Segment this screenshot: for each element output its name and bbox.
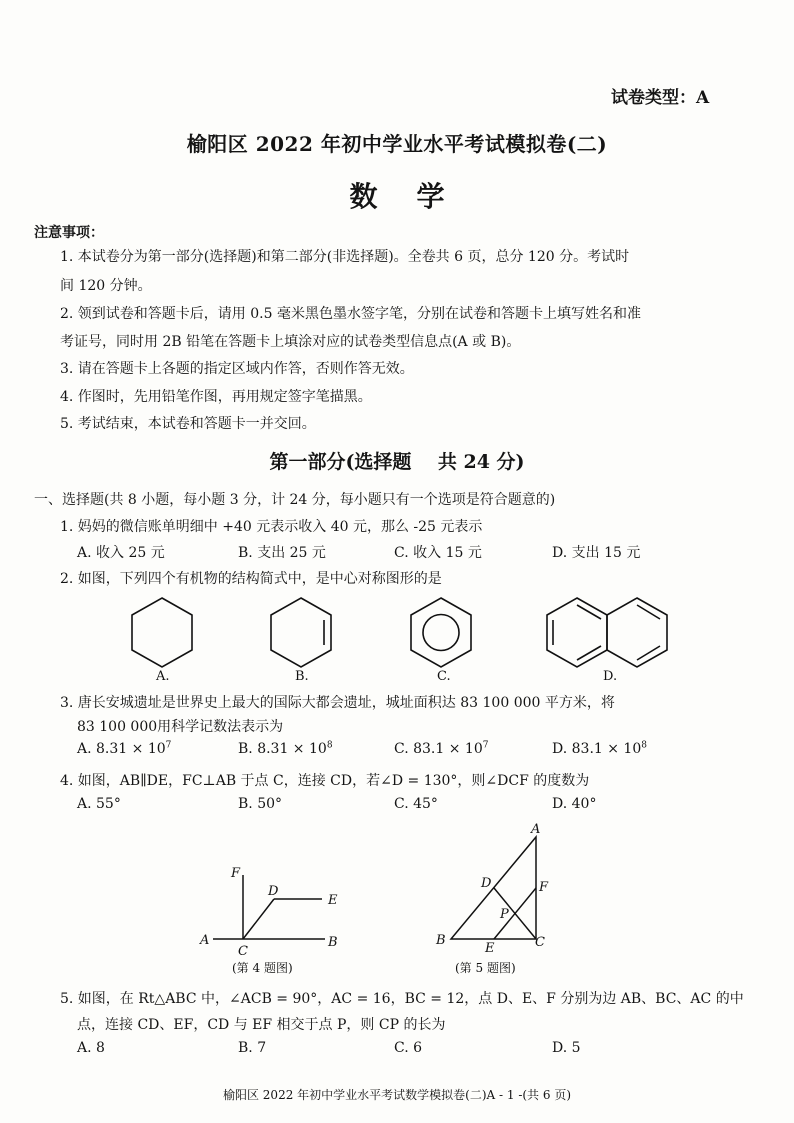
fig4-label-e: E xyxy=(328,893,338,908)
fig4-label-a: A xyxy=(200,933,210,948)
q1-stem: 1. 妈妈的微信账单明细中 +40 元表示收入 40 元，那么 -25 元表示 xyxy=(60,519,483,535)
fig5-label-e: E xyxy=(485,941,495,956)
geometry-figures xyxy=(0,815,794,985)
q5-option-b: B. 7 xyxy=(238,1040,267,1056)
fig5-label-f: F xyxy=(539,880,549,895)
q1-option-c: C. 收入 15 元 xyxy=(394,545,482,561)
fig5-caption: (第 5 题图) xyxy=(455,961,516,975)
q5-option-a: A. 8 xyxy=(77,1040,105,1056)
q2-figure-b-hexagon xyxy=(271,598,331,667)
subject-title: 数 学 xyxy=(349,180,445,213)
q2-figure-c-hexagon xyxy=(411,598,471,667)
q1-option-a: A. 收入 25 元 xyxy=(77,545,165,561)
q3-stem-line1: 3. 唐长安城遗址是世界史上最大的国际大都会遗址，城址面积达 83 100 000 平方米，将 xyxy=(60,695,615,711)
fig5-label-b: B xyxy=(436,933,446,948)
fig4-caption: (第 4 题图) xyxy=(232,961,293,975)
fig4-label-b: B xyxy=(328,935,338,950)
fig5-label-d: D xyxy=(481,876,492,891)
q2-label-b: B. xyxy=(295,669,309,684)
fig4-label-c: C xyxy=(238,944,248,959)
q2-label-a: A. xyxy=(156,669,170,684)
notes-line-7: 5. 考试结束，本试卷和答题卡一并交回。 xyxy=(60,416,316,432)
fig5-label-c: C xyxy=(535,935,545,950)
q2-label-d: D. xyxy=(603,669,618,684)
q2-figure-d-naphthalene xyxy=(547,598,667,667)
q5-option-c: C. 6 xyxy=(394,1040,423,1056)
part1-heading: 第一部分(选择题 共 24 分) xyxy=(269,451,525,473)
q3-option-c: C. $83.1 \times 10^7$ xyxy=(394,740,489,757)
q4-option-b: B. 50° xyxy=(238,796,283,812)
q3-option-d: D. $83.1 \times 10^8$ xyxy=(552,740,647,757)
notes-line-5: 3. 请在答题卡上各题的指定区域内作答，否则作答无效。 xyxy=(60,361,414,377)
q2-figure-c-ring xyxy=(423,615,459,651)
notes-heading: 注意事项： xyxy=(34,225,104,241)
q3-stem-line2: 83 100 000用科学记数法表示为 xyxy=(77,719,284,735)
q2-molecule-figures xyxy=(0,590,794,685)
q4-option-d: D. 40° xyxy=(552,796,597,812)
q5-stem-line2: 点，连接 CD、EF，CD 与 EF 相交于点 P，则 CP 的长为 xyxy=(77,1017,446,1033)
fig5-label-p: P xyxy=(500,907,509,922)
q1-option-b: B. 支出 25 元 xyxy=(238,545,326,561)
q3-option-b: B. $8.31 \times 10^8$ xyxy=(238,740,333,757)
q1-option-d: D. 支出 15 元 xyxy=(552,545,641,561)
fig4-label-f: F xyxy=(231,866,241,881)
notes-line-2: 间 120 分钟。 xyxy=(60,278,152,294)
fig5-label-a: A xyxy=(531,822,541,837)
notes-line-6: 4. 作图时，先用铅笔作图，再用规定签字笔描黑。 xyxy=(60,389,372,405)
q5-stem-line1: 5. 如图，在 Rt△ABC 中，∠ACB = 90°，AC = 16，BC = 12，点 D、E、F 分别为边 AB、BC、AC 的中 xyxy=(60,991,744,1007)
exam-title: 榆阳区 2022 年初中学业水平考试模拟卷(二) xyxy=(186,132,608,156)
notes-line-3: 2. 领到试卷和答题卡后，请用 0.5 毫米黑色墨水签字笔，分别在试卷和答题卡上填写姓名和准 xyxy=(60,306,641,322)
q4-option-c: C. 45° xyxy=(394,796,438,812)
figure-5-lines xyxy=(451,837,536,939)
fig4-label-d: D xyxy=(268,884,279,899)
q2-label-c: C. xyxy=(437,669,451,684)
q2-stem: 2. 如图，下列四个有机物的结构简式中，是中心对称图形的是 xyxy=(60,571,442,587)
notes-line-1: 1. 本试卷分为第一部分(选择题)和第二部分(非选择题)。全卷共 6 页，总分 120 分。考试时 xyxy=(60,249,630,265)
notes-line-4: 考证号，同时用 2B 铅笔在答题卡上填涂对应的试卷类型信息点(A 或 B)。 xyxy=(60,334,521,350)
section-intro: 一、选择题(共 8 小题，每小题 3 分，计 24 分，每小题只有一个选项是符合题意的) xyxy=(34,492,556,508)
page-footer: 榆阳区 2022 年初中学业水平考试数学模拟卷(二)A - 1 -(共 6 页) xyxy=(222,1088,571,1102)
q5-option-d: D. 5 xyxy=(552,1040,581,1056)
q4-option-a: A. 55° xyxy=(77,796,121,812)
q4-stem: 4. 如图，AB∥DE，FC⊥AB 于点 C，连接 CD，若∠D = 130°，则∠DCF 的度数为 xyxy=(60,773,590,789)
q3-option-a: A. $8.31 \times 10^7$ xyxy=(77,740,172,757)
paper-type: 试卷类型：A xyxy=(611,88,710,108)
q2-figure-a-hexagon xyxy=(132,598,192,667)
